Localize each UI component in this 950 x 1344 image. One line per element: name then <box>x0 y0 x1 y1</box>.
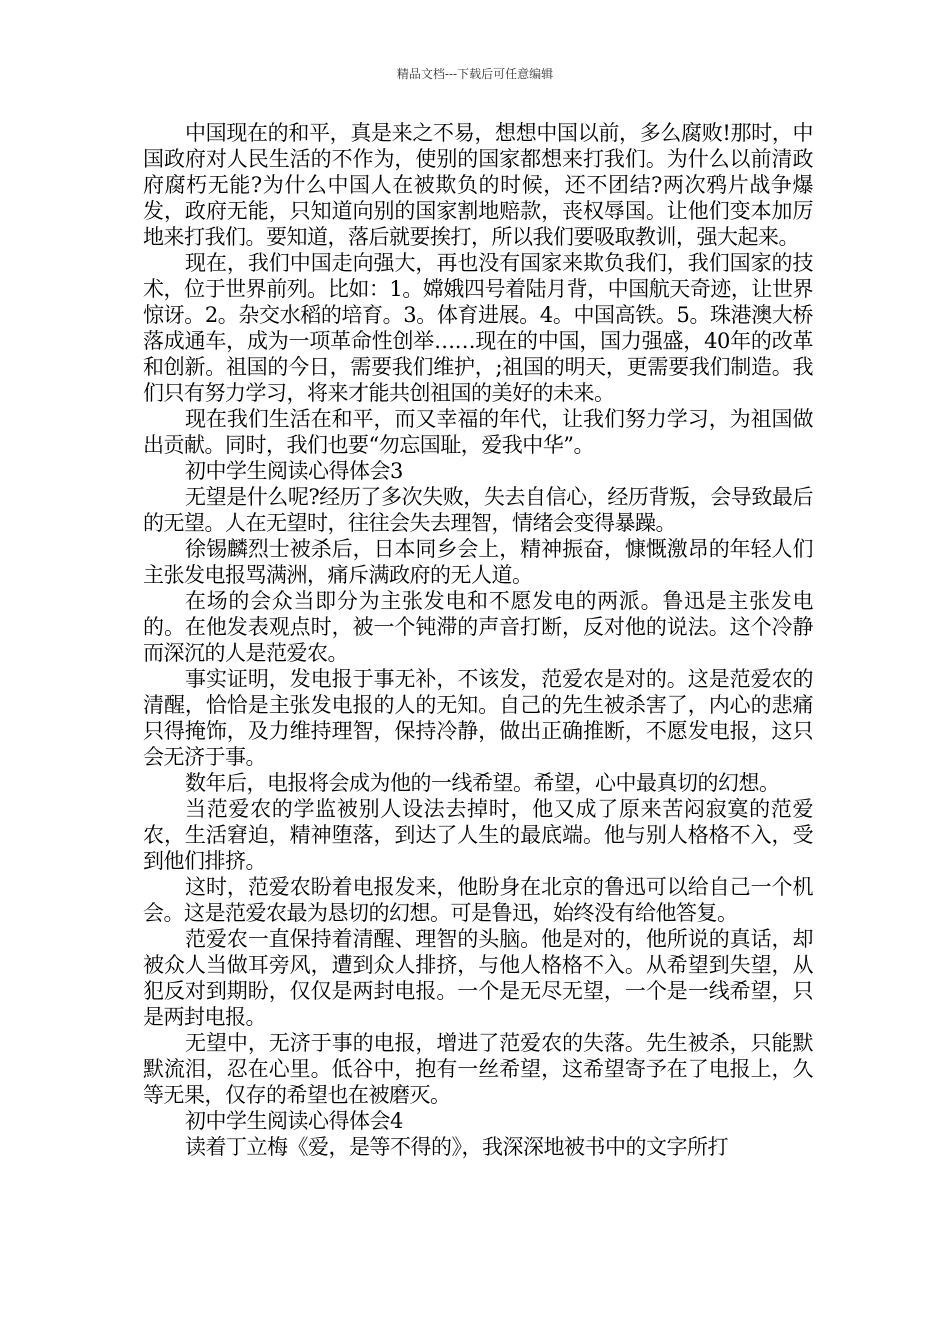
paragraph: 现在我们生活在和平，而又幸福的年代，让我们努力学习，为祖国做出贡献。同时，我们也要“勿忘国耻，爱我中华”。 <box>143 407 813 457</box>
section-heading: 初中学生阅读心得体会3 <box>185 459 403 483</box>
paragraph: 无望中，无济于事的电报，增进了范爱农的失落。先生被杀，只能默默流泪，忍在心里。低谷中，抱有一丝希望，这希望寄予在了电报上，久等无果，仅存的希望也在被磨灭。 <box>143 1031 813 1107</box>
paragraph: 这时，范爱农盼着电报发来，他盼身在北京的鲁迅可以给自己一个机会。这是范爱农最为恳切的幻想。可是鲁迅，始终没有给他答复。 <box>143 875 813 925</box>
paragraph: 读着丁立梅《爱，是等不得的》，我深深地被书中的文字所打 <box>185 1135 728 1159</box>
paragraph: 事实证明，发电报于事无补，不该发，范爱农是对的。这是范爱农的清醒，恰恰是主张发电报的人的无知。自己的先生被杀害了，内心的悲痛只得掩饰，及力维持理智，保持冷静，做出正确推断，不愿发电报，这只会无济于事。 <box>143 667 813 769</box>
paragraph: 范爱农一直保持着清醒、理智的头脑。他是对的，他所说的真话，却被众人当做耳旁风，遭到众人排挤，与他人格格不入。从希望到失望，从犯反对到期盼，仅仅是两封电报。一个是无尽无望，一个是一线希望，只是两封电报。 <box>143 927 813 1029</box>
paragraph: 数年后，电报将会成为他的一线希望。希望，心中最真切的幻想。 <box>185 771 780 795</box>
paragraph: 当范爱农的学监被别人设法去掉时，他又成了原来苦闷寂寞的范爱农，生活窘迫，精神堕落，到达了人生的最底端。他与别人格格不入，受到他们排挤。 <box>143 797 813 873</box>
paragraph: 徐锡麟烈士被杀后，日本同乡会上，精神振奋，慷慨激昂的年轻人们主张发电报骂满洲，痛斥满政府的无人道。 <box>143 537 813 587</box>
paragraph: 无望是什么呢?经历了多次失败，失去自信心，经历背叛，会导致最后的无望。人在无望时，往往会失去理智，情绪会变得暴躁。 <box>143 485 813 535</box>
paragraph: 现在，我们中国走向强大，再也没有国家来欺负我们，我们国家的技术，位于世界前列。比如：1。嫦娥四号着陆月背，中国航天奇迹，让世界惊讶。2。杂交水稻的培育。3。体育进展。4。中国高铁。5。珠港澳大桥落成通车，成为一项革命性创举……现在的中国，国力强盛，40年的改革和创新。祖国的今日，需要我们维护，;祖国的明天，更需要我们制造。我们只有努力学习，将来才能共创祖国的美好的未来。 <box>143 251 813 405</box>
document-body <box>143 120 813 1160</box>
page-header: 精品文档---下载后可任意编辑 <box>396 67 554 81</box>
paragraph: 在场的会众当即分为主张发电和不愿发电的两派。鲁迅是主张发电的。在他发表观点时，被一个钝滞的声音打断，反对他的说法。这个冷静而深沉的人是范爱农。 <box>143 589 813 665</box>
section-heading: 初中学生阅读心得体会4 <box>185 1109 403 1133</box>
paragraph: 中国现在的和平，真是来之不易，想想中国以前，多么腐败!那时，中国政府对人民生活的不作为，使别的国家都想来打我们。为什么以前清政府腐朽无能?为什么中国人在被欺负的时候，还不团结?两次鸦片战争爆发，政府无能，只知道向别的国家割地赔款，丧权辱国。让他们变本加厉地来打我们。要知道，落后就要挨打，所以我们要吸取教训，强大起来。 <box>143 121 813 249</box>
